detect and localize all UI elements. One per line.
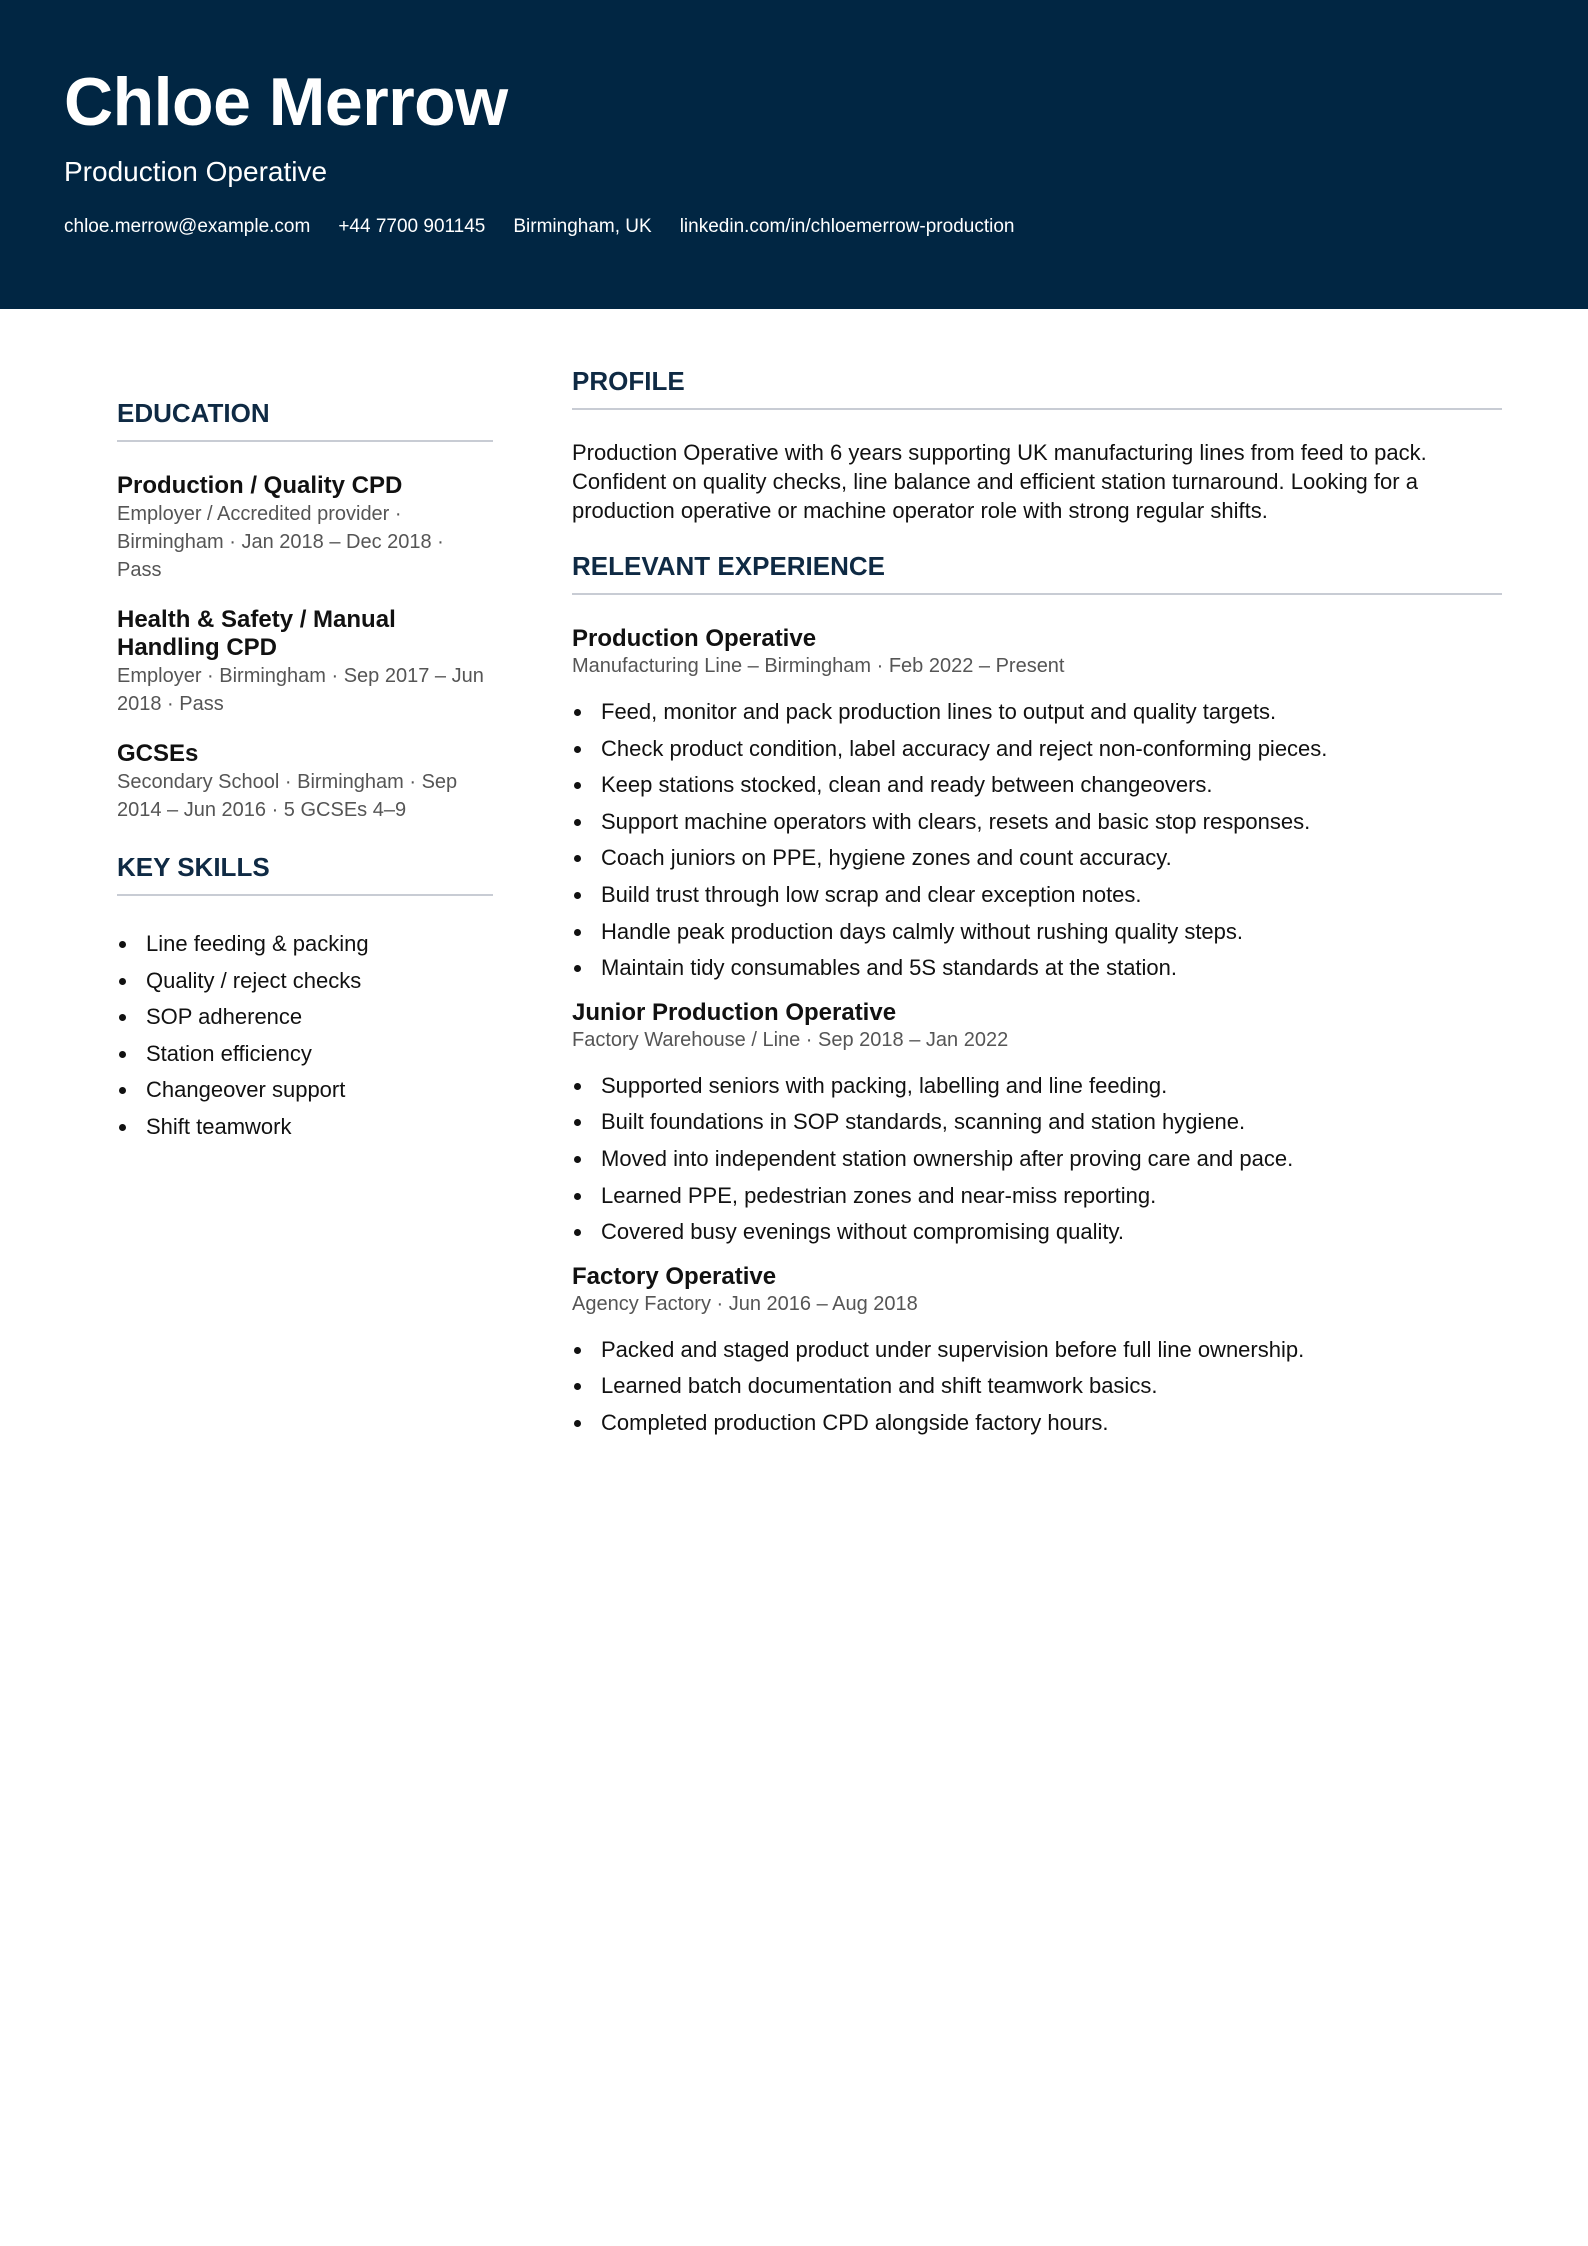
job-bullet: Built foundations in SOP standards, scanning and station hygiene. bbox=[572, 1104, 1502, 1141]
job-bullet: Support machine operators with clears, resets and basic stop responses. bbox=[572, 804, 1502, 841]
education-item-title: Health & Safety / Manual Handling CPD bbox=[117, 606, 396, 661]
education-item-title: GCSEs bbox=[117, 740, 199, 767]
job-bullet: Feed, monitor and pack production lines to output and quality targets. bbox=[572, 694, 1502, 731]
skill-item: SOP adherence bbox=[117, 999, 493, 1036]
job-bullet: Supported seniors with packing, labelling and line feeding. bbox=[572, 1068, 1502, 1105]
job-bullet: Learned batch documentation and shift teamwork basics. bbox=[572, 1368, 1502, 1405]
left-column bbox=[117, 396, 493, 1146]
job-bullet: Build trust through low scrap and clear exception notes. bbox=[572, 877, 1502, 914]
job-meta: Factory Warehouse / Line · Sep 2018 – Jan 2022 bbox=[572, 1028, 1009, 1051]
job-bullet: Handle peak production days calmly without rushing quality steps. bbox=[572, 914, 1502, 951]
education-item-meta: Employer / Accredited provider · Birmingham · Jan 2018 – Dec 2018 · Pass bbox=[117, 503, 444, 581]
job-meta: Manufacturing Line – Birmingham · Feb 2022 – Present bbox=[572, 655, 1065, 677]
job-title: Junior Production Operative bbox=[572, 998, 897, 1026]
job-entry bbox=[572, 999, 1502, 1251]
job-entry bbox=[572, 625, 1502, 987]
skills-heading: KEY SKILLS bbox=[117, 850, 493, 896]
skill-item: Line feeding & packing bbox=[117, 926, 493, 963]
job-bullet: Maintain tidy consumables and 5S standards at the station. bbox=[572, 950, 1502, 987]
resume-header bbox=[0, 0, 1588, 309]
skill-item: Station efficiency bbox=[117, 1036, 493, 1073]
education-heading: EDUCATION bbox=[117, 396, 493, 442]
profile-summary: Production Operative with 6 years supporting UK manufacturing lines from feed to pack. Confident on quality checks, line balance and efficient station turnaround. Looking for a production operative or machine operator role with strong regular shifts. bbox=[572, 440, 1427, 523]
job-bullet: Coach juniors on PPE, hygiene zones and count accuracy. bbox=[572, 840, 1502, 877]
job-bullet: Completed production CPD alongside factory hours. bbox=[572, 1405, 1502, 1442]
job-bullet: Packed and staged product under supervision before full line ownership. bbox=[572, 1332, 1502, 1369]
skill-item: Shift teamwork bbox=[117, 1109, 493, 1146]
job-bullets bbox=[572, 1068, 1502, 1251]
skills-list bbox=[117, 926, 493, 1146]
candidate-role: Production Operative bbox=[64, 156, 328, 187]
education-item bbox=[117, 606, 493, 718]
job-title: Factory Operative bbox=[572, 1262, 777, 1290]
skill-item: Quality / reject checks bbox=[117, 963, 493, 1000]
contact-location: Birmingham, UK bbox=[513, 216, 652, 237]
job-bullet: Keep stations stocked, clean and ready between changeovers. bbox=[572, 767, 1502, 804]
contact-phone: +44 7700 901145 bbox=[338, 216, 486, 237]
job-bullet: Moved into independent station ownership after proving care and pace. bbox=[572, 1141, 1502, 1178]
education-item-meta: Secondary School · Birmingham · Sep 2014 – Jun 2016 · 5 GCSEs 4–9 bbox=[117, 771, 458, 821]
education-item-title: Production / Quality CPD bbox=[117, 472, 403, 499]
candidate-name: Chloe Merrow bbox=[64, 64, 508, 140]
right-column bbox=[572, 364, 1502, 1454]
job-bullets bbox=[572, 694, 1502, 987]
experience-heading: RELEVANT EXPERIENCE bbox=[572, 549, 1502, 595]
education-item-meta: Employer · Birmingham · Sep 2017 – Jun 2018 · Pass bbox=[117, 665, 484, 715]
job-entry bbox=[572, 1263, 1502, 1442]
job-bullet: Covered busy evenings without compromising quality. bbox=[572, 1214, 1502, 1251]
contact-email: chloe.merrow@example.com bbox=[64, 216, 311, 237]
job-meta: Agency Factory · Jun 2016 – Aug 2018 bbox=[572, 1292, 918, 1315]
education-item bbox=[117, 472, 493, 584]
skill-item: Changeover support bbox=[117, 1072, 493, 1109]
job-bullet: Learned PPE, pedestrian zones and near-miss reporting. bbox=[572, 1178, 1502, 1215]
education-item bbox=[117, 740, 493, 824]
job-title: Production Operative bbox=[572, 625, 817, 652]
profile-heading: PROFILE bbox=[572, 364, 1502, 410]
contact-list bbox=[64, 214, 1014, 240]
job-bullet: Check product condition, label accuracy and reject non-conforming pieces. bbox=[572, 731, 1502, 768]
contact-linkedin: linkedin.com/in/chloemerrow-production bbox=[679, 216, 1015, 237]
job-bullets bbox=[572, 1332, 1502, 1442]
